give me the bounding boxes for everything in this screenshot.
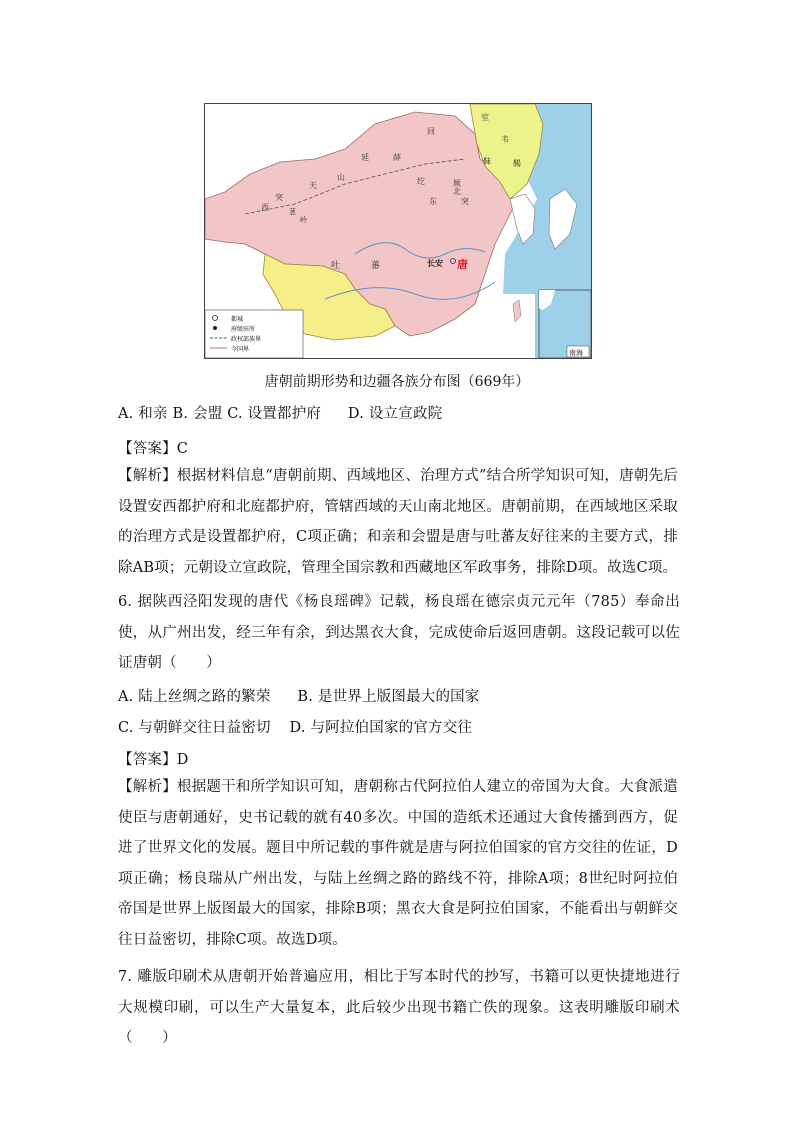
label-tubo-1: 吐 (331, 261, 341, 271)
label-changan: 长安 (427, 259, 443, 268)
label-shanbei-2: 北 (453, 187, 461, 196)
q6-option-d: D. 与阿拉伯国家的官方交往 (289, 720, 473, 736)
map-caption: 唐朝前期形势和边疆各族分布图（669年） (264, 374, 530, 390)
legend-capital: 都城 (231, 316, 244, 323)
q6-option-a: A. 陆上丝绸之路的繁荣 (118, 689, 271, 705)
q6-stem: 6. 据陕西泾阳发现的唐代《杨良瑶碑》记载，杨良瑶在德宗贞元元年（785）奉命出使，从广州出发，经三年有余，到达黑衣大食，完成使命后返回唐朝。这段记载可以佐证唐朝（ ） (118, 594, 680, 671)
label-tujue-west-1: 突 (275, 193, 283, 202)
map-legend (205, 310, 303, 358)
label-congling-2: 岭 (300, 216, 307, 224)
label-mohe-2: 鞨 (513, 159, 521, 168)
q5-options (118, 402, 442, 423)
q5-option-c: C. 设置都护府 (227, 406, 322, 422)
label-tubo-2: 蕃 (371, 261, 381, 271)
q5-option-a: A. 和亲 (118, 406, 168, 422)
label-xue: 薛 (393, 153, 401, 162)
q6-answer: 【答案】D (118, 752, 189, 768)
label-yantuo: 延 (361, 153, 369, 162)
map-svg (205, 104, 591, 358)
label-tujue-east-3: 厥 (453, 179, 461, 188)
south-sea-inset-map (539, 290, 591, 358)
label-tang: 唐 (457, 258, 468, 271)
japan-land (549, 189, 577, 249)
inset-label: 南海 (569, 349, 583, 357)
q6-analysis-text: 根据题干和所学知识可知，唐朝称古代阿拉伯人建立的帝国为大食。大食派遣使臣与唐朝通好，史书记载的就有40多次。中国的造纸术还通过大食传播到西方，促进了世界文化的发展。题目中所记载的事件就是唐与阿拉伯国家的官方交往的佐证，D项正确；杨良瑞从广州出发，与陆上丝绸之路的路线不符，排除A项；8世纪时阿拉伯帝国是世界上版图最大的国家，排除B项；黑衣大食是阿拉伯国家，不能看出与朝鲜交往日益密切，排除C项。故选D项。 (118, 779, 678, 948)
legend-prefecture: 府级驻所 (231, 326, 256, 333)
label-shiwei-2: 韦 (501, 135, 509, 144)
label-xi: 西 (261, 203, 269, 212)
label-tujue-west-2: 天 (309, 181, 317, 190)
q5-option-d: D. 设立宣政院 (347, 406, 443, 422)
label-tujue-east-1: 东 (429, 197, 437, 206)
q6-option-b: B. 是世界上版图最大的国家 (297, 689, 480, 705)
q5-answer: 【答案】C (118, 441, 189, 457)
q6-analysis-label: 【解析】 (118, 779, 177, 795)
legend-regime-boundary: 政权部族界 (231, 336, 262, 343)
q6-options-row1 (118, 685, 480, 706)
q5-analysis (118, 461, 678, 583)
q7-stem: 7. 雕版印刷术从唐朝开始普遍应用，相比于写本时代的抄写，书籍可以更快捷地进行大规模印刷，可以生产大量复本，此后较少出现书籍亡佚的现象。这表明雕版印刷术（ ） (118, 969, 680, 1046)
label-shanbei-1: 山 (337, 173, 345, 182)
prefecture-symbol-icon (213, 326, 217, 330)
label-congling-1: 葱 (289, 208, 296, 216)
q5-option-b: B. 会盟 (172, 406, 223, 422)
q5-analysis-label: 【解析】 (118, 468, 177, 484)
label-he: 纥 (417, 177, 425, 186)
q6-option-c: C. 与朝鲜交往日益密切 (118, 720, 271, 736)
label-shiwei-1: 室 (481, 113, 489, 122)
legend-modern-border: 今国界 (231, 346, 250, 353)
q5-analysis-text: 根据材料信息“唐朝前期、西域地区、治理方式”结合所学知识可知，唐朝先后设置安西都护府和北庭都护府，管辖西域的天山南北地区。唐朝前期，在西域地区采取的治理方式是设置都护府，C项正确；和亲和会盟是唐与吐蕃友好往来的主要方式，排除AB项；元朝设立宣政院，管理全国宗教和西藏地区军政事务，排除D项。故选C项。 (118, 468, 678, 576)
label-hui: 回 (427, 127, 435, 136)
tang-map-figure (204, 103, 592, 359)
label-mohe-1: 靺 (483, 157, 491, 166)
q6-analysis (118, 772, 678, 955)
q6-options-row2 (118, 716, 472, 737)
label-tujue-east-2: 突 (461, 197, 469, 206)
